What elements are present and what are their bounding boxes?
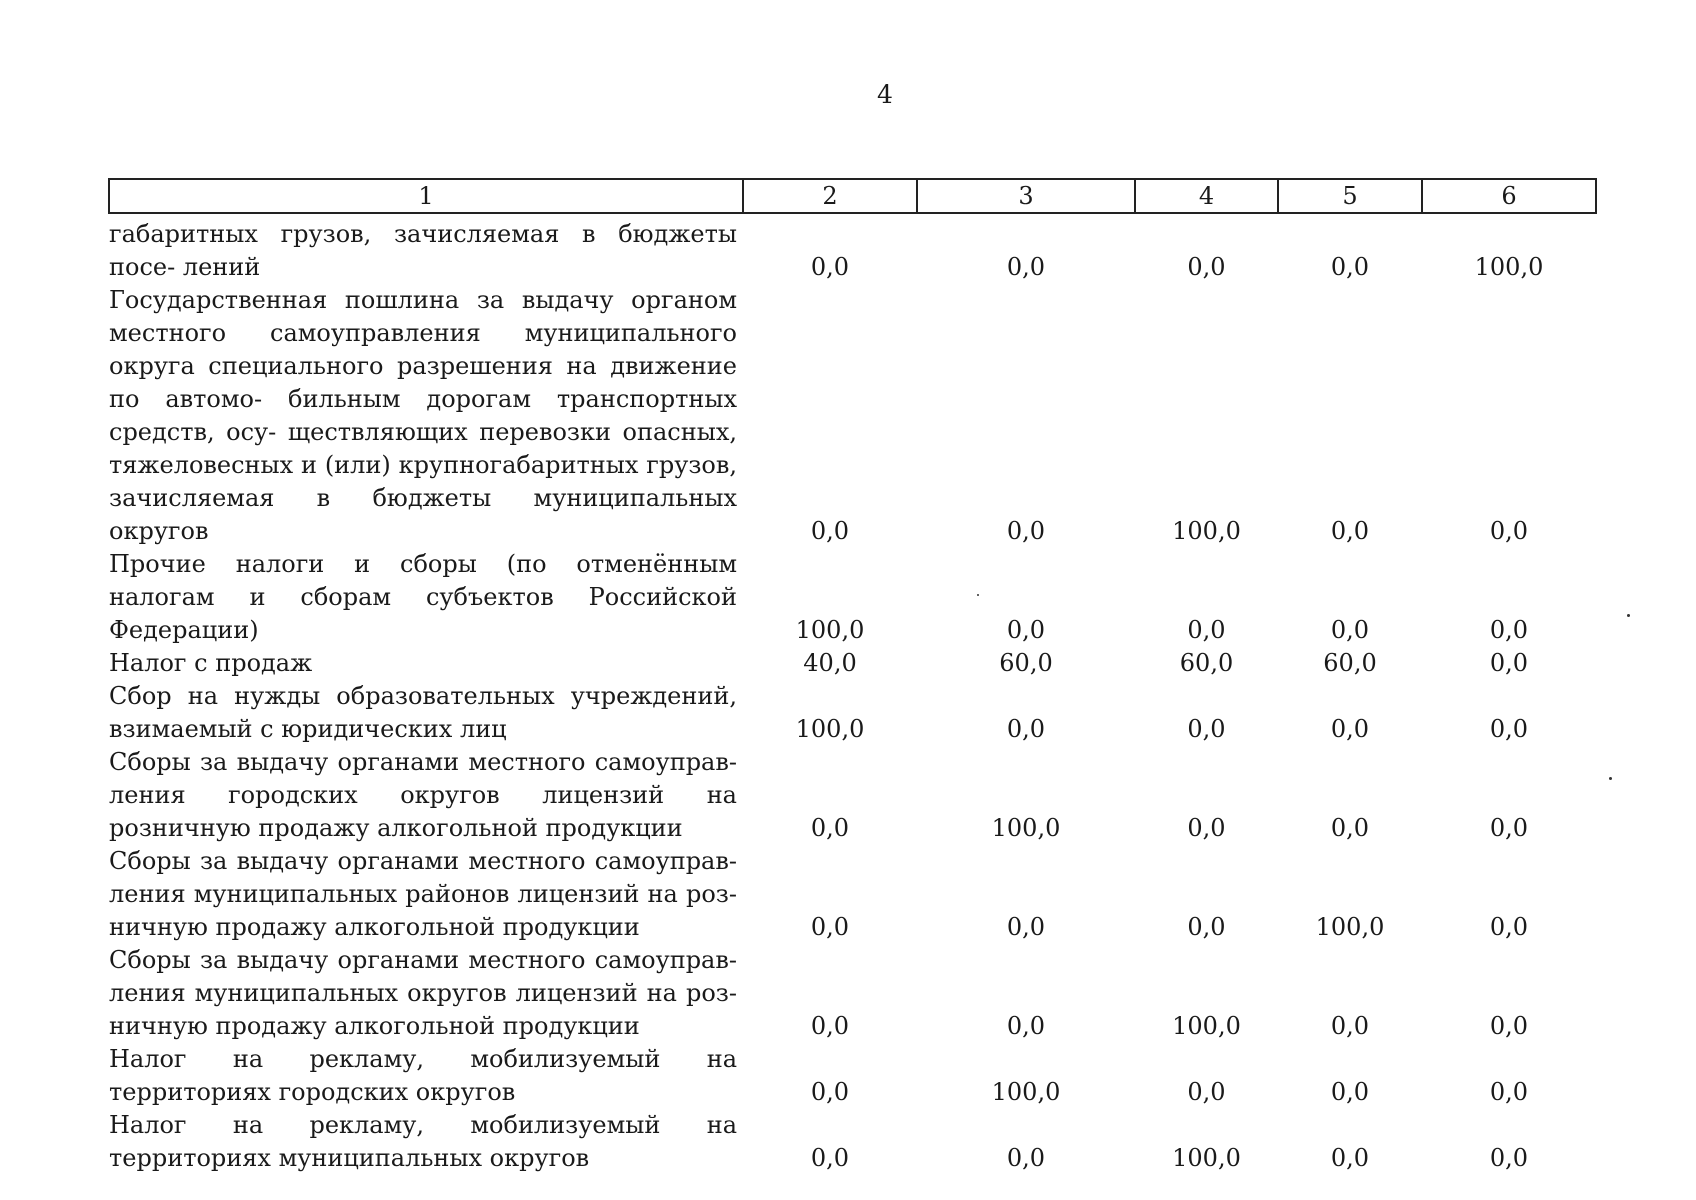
value-col-4: 0,0 (1187, 253, 1226, 281)
table-row (109, 746, 1596, 845)
value-col-6: 0,0 (1489, 814, 1529, 842)
table-row (109, 284, 1596, 548)
value-col-3: 0,0 (1006, 616, 1046, 644)
row-name: Налог с продаж (109, 649, 313, 677)
column-header-3: 3 (917, 179, 1135, 213)
table-body (109, 213, 1596, 1175)
value-col-3: 100,0 (991, 1078, 1061, 1106)
page-number: 4 (877, 80, 893, 109)
value-col-6: 100,0 (1474, 253, 1544, 281)
value-col-3: 0,0 (1006, 517, 1046, 545)
column-header-1: 1 (109, 179, 743, 213)
value-col-4: 0,0 (1187, 1078, 1226, 1106)
revenue-distribution-table (108, 178, 1597, 1175)
value-col-6: 0,0 (1489, 1012, 1529, 1040)
row-name: Государственная пошлина за выдачу органом местного самоуправления муниципального округа специального разрешения на движение по автомо- бильным дорогам транспортных средств, осу- ществляющих перевозки опасных, тяжеловесных и (или) крупногабаритных грузов, зачисляемая в бюджеты муниципальных округов (109, 286, 737, 545)
value-col-2: 0,0 (810, 1078, 850, 1106)
value-col-5: 0,0 (1330, 616, 1370, 644)
row-name: Прочие налоги и сборы (по отменённым налогам и сборам субъектов Российской Федерации) (109, 550, 737, 644)
value-col-3: 100,0 (991, 814, 1061, 842)
row-name: габаритных грузов, зачисляемая в бюджеты посе- лений (109, 220, 737, 281)
value-col-5: 0,0 (1330, 1144, 1370, 1172)
table-row (109, 1109, 1596, 1175)
table-row (109, 548, 1596, 647)
value-col-5: 100,0 (1315, 913, 1385, 941)
column-header-4: 4 (1135, 179, 1278, 213)
table-row (109, 213, 1596, 284)
row-name: Налог на рекламу, мобилизуемый на территориях муниципальных округов (109, 1111, 737, 1172)
value-col-4: 100,0 (1172, 1144, 1241, 1172)
value-col-5: 0,0 (1330, 814, 1370, 842)
row-name: Сборы за выдачу органами местного самоуправ- ления городских округов лицензий на розничную продажу алкогольной продукции (109, 748, 737, 842)
value-col-6: 0,0 (1489, 1144, 1529, 1172)
row-name: Сбор на нужды образовательных учреждений, взимаемый с юридических лиц (109, 682, 737, 743)
column-header-5: 5 (1278, 179, 1422, 213)
table-row (109, 680, 1596, 746)
table-header (109, 179, 1596, 213)
value-col-6: 0,0 (1489, 649, 1529, 677)
scan-speck (1609, 777, 1612, 780)
value-col-5: 0,0 (1330, 253, 1370, 281)
value-col-2: 100,0 (795, 715, 865, 743)
value-col-4: 60,0 (1179, 649, 1234, 677)
value-col-3: 0,0 (1006, 253, 1046, 281)
scan-speck (977, 594, 979, 596)
value-col-5: 0,0 (1330, 517, 1370, 545)
table-row (109, 944, 1596, 1043)
row-name: Налог на рекламу, мобилизуемый на территориях городских округов (109, 1045, 737, 1106)
value-col-2: 0,0 (810, 814, 850, 842)
scan-speck (1627, 614, 1630, 617)
value-col-6: 0,0 (1489, 913, 1529, 941)
value-col-2: 40,0 (803, 649, 857, 677)
value-col-3: 0,0 (1006, 715, 1046, 743)
table-row (109, 647, 1596, 680)
value-col-2: 0,0 (810, 1012, 850, 1040)
value-col-2: 0,0 (810, 517, 850, 545)
value-col-2: 0,0 (810, 1144, 850, 1172)
value-col-6: 0,0 (1489, 616, 1529, 644)
value-col-4: 100,0 (1172, 1012, 1241, 1040)
table-row (109, 845, 1596, 944)
row-name: Сборы за выдачу органами местного самоуправ- ления муниципальных округов лицензий на роз- ничную продажу алкогольной продукции (109, 946, 737, 1040)
column-header-2: 2 (743, 179, 917, 213)
value-col-5: 0,0 (1330, 715, 1370, 743)
value-col-3: 0,0 (1006, 913, 1046, 941)
value-col-2: 0,0 (810, 913, 850, 941)
value-col-4: 100,0 (1172, 517, 1241, 545)
column-header-6: 6 (1422, 179, 1596, 213)
value-col-2: 0,0 (810, 253, 850, 281)
value-col-6: 0,0 (1489, 517, 1529, 545)
value-col-2: 100,0 (795, 616, 865, 644)
value-col-5: 60,0 (1323, 649, 1377, 677)
value-col-5: 0,0 (1330, 1078, 1370, 1106)
header-row (109, 179, 1596, 213)
value-col-4: 0,0 (1187, 616, 1226, 644)
value-col-4: 0,0 (1187, 715, 1226, 743)
row-name: Сборы за выдачу органами местного самоуправ- ления муниципальных районов лицензий на роз- ничную продажу алкогольной продукции (109, 847, 737, 941)
value-col-3: 0,0 (1006, 1012, 1046, 1040)
value-col-5: 0,0 (1330, 1012, 1370, 1040)
value-col-3: 0,0 (1006, 1144, 1046, 1172)
value-col-4: 0,0 (1187, 814, 1226, 842)
value-col-6: 0,0 (1489, 715, 1529, 743)
table-row (109, 1043, 1596, 1109)
value-col-4: 0,0 (1187, 913, 1226, 941)
value-col-3: 60,0 (999, 649, 1053, 677)
value-col-6: 0,0 (1489, 1078, 1529, 1106)
